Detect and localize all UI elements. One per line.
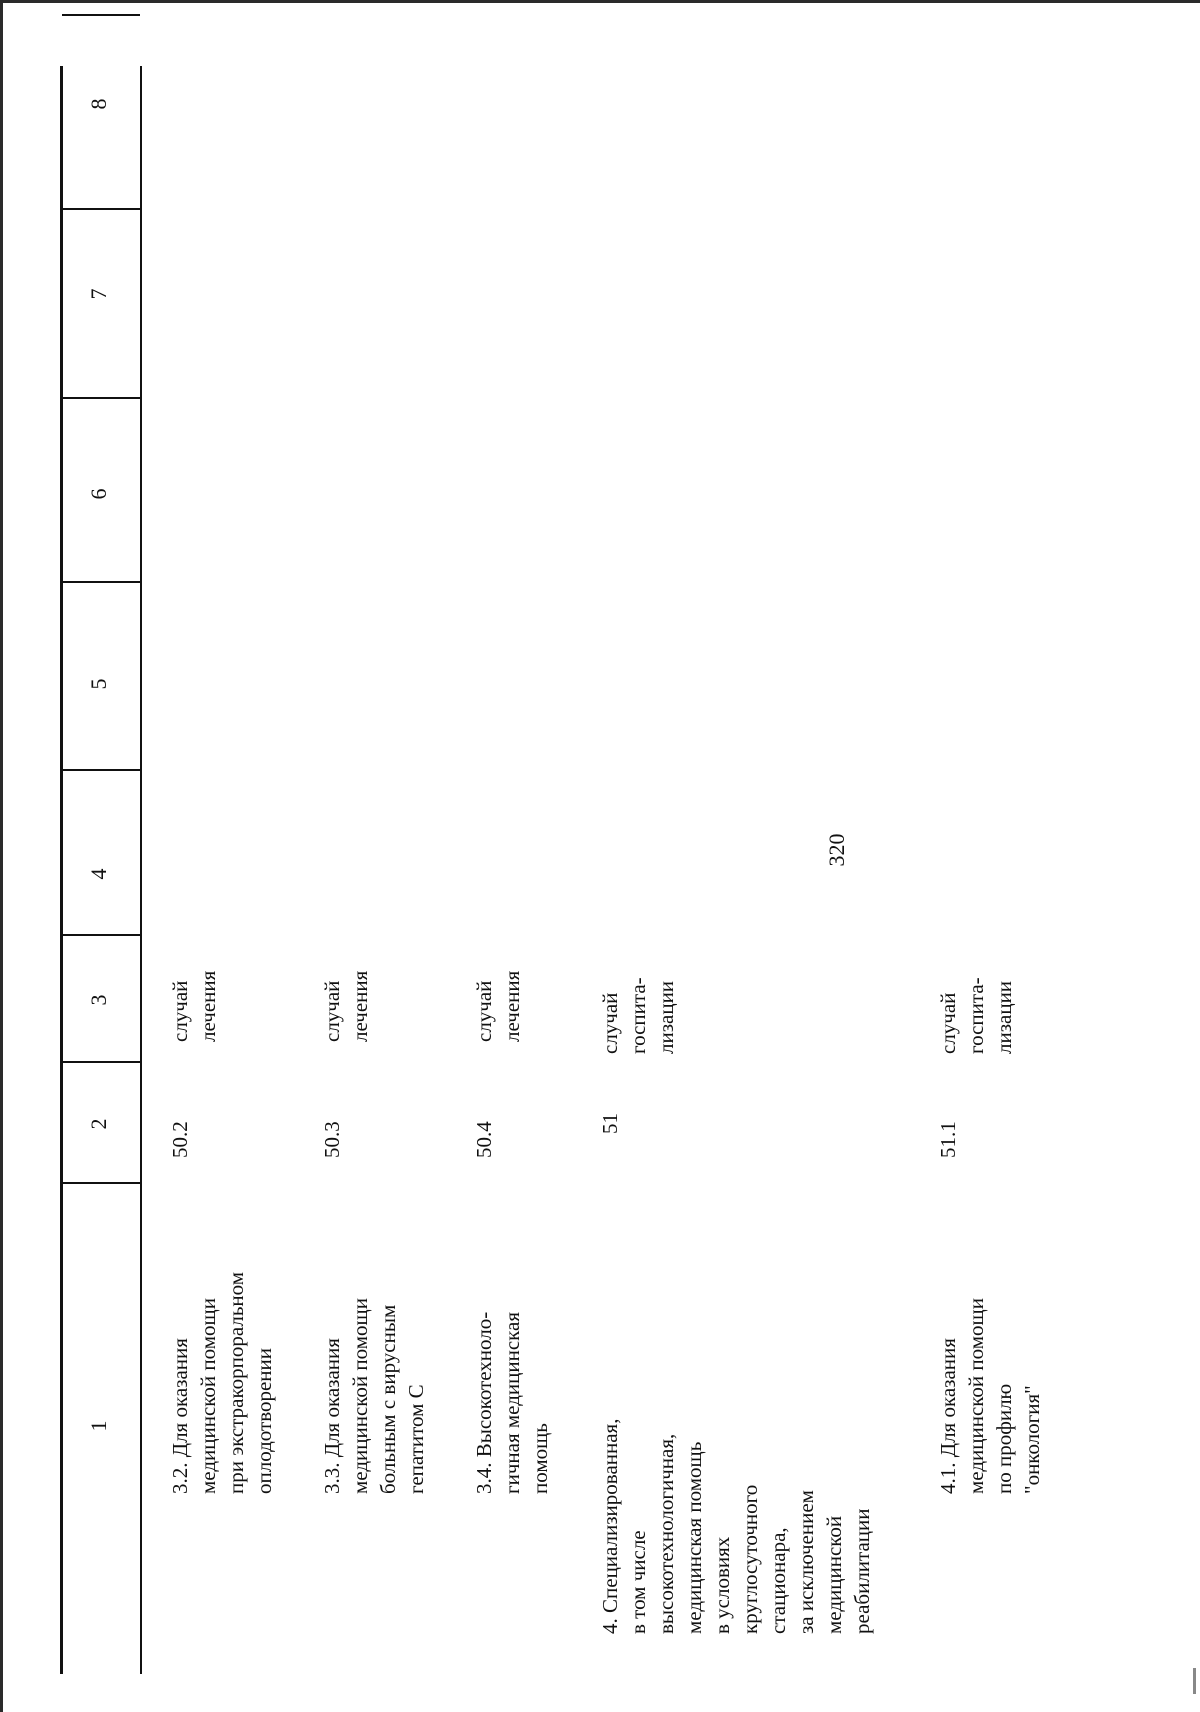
header-col-7: 7 [86,288,111,300]
row-3-code: 50.4 [472,1121,496,1158]
header-bottom-rule [140,66,142,1674]
row-2-code: 50.3 [320,1121,344,1158]
col-sep [62,397,140,399]
table-top-rule [60,66,63,1674]
header-col-5: 5 [86,678,111,690]
header-col-4: 4 [86,868,111,880]
col-sep [62,14,140,16]
header-col-3: 3 [86,994,111,1006]
row-5-name: 4.1. Для оказания медицинской помощи по профилю "онкология" [936,1298,1044,1494]
col-sep [62,1182,140,1184]
row-4-unit: случай госпита- лизации [598,977,678,1054]
header-col-1: 1 [86,1420,111,1432]
row-4-name: 4. Специализированная, в том числе высокотехнологичная, медицинская помощь в условиях круглосуточного стационара, за исключением медицинской реабилитации [598,1418,874,1634]
row-2-name: 3.3. Для оказания медицинской помощи больным с вирусным гепатитом С [320,1298,428,1494]
col-sep [62,934,140,936]
row-3-unit: случай лечения [472,970,524,1042]
row-1-code: 50.2 [168,1121,192,1158]
header-col-2: 2 [86,1118,111,1130]
row-1-name: 3.2. Для оказания медицинской помощи при экстракорпоральном оплодотворении [168,1271,276,1494]
row-3-name: 3.4. Высокотехноло- гичная медицинская помощь [472,1311,552,1494]
header-col-8: 8 [86,98,111,110]
col-sep [62,1061,140,1063]
col-sep [62,581,140,583]
page-number: 320 [824,833,849,867]
row-1-unit: случай лечения [168,970,220,1042]
row-5-code: 51.1 [936,1121,960,1158]
col-sep [62,769,140,771]
row-5-unit: случай госпита- лизации [936,977,1016,1054]
row-2-unit: случай лечения [320,970,372,1042]
data-table [0,66,1200,1674]
header-col-6: 6 [86,488,111,500]
col-sep [62,208,140,210]
row-4-code: 51 [598,1113,622,1134]
